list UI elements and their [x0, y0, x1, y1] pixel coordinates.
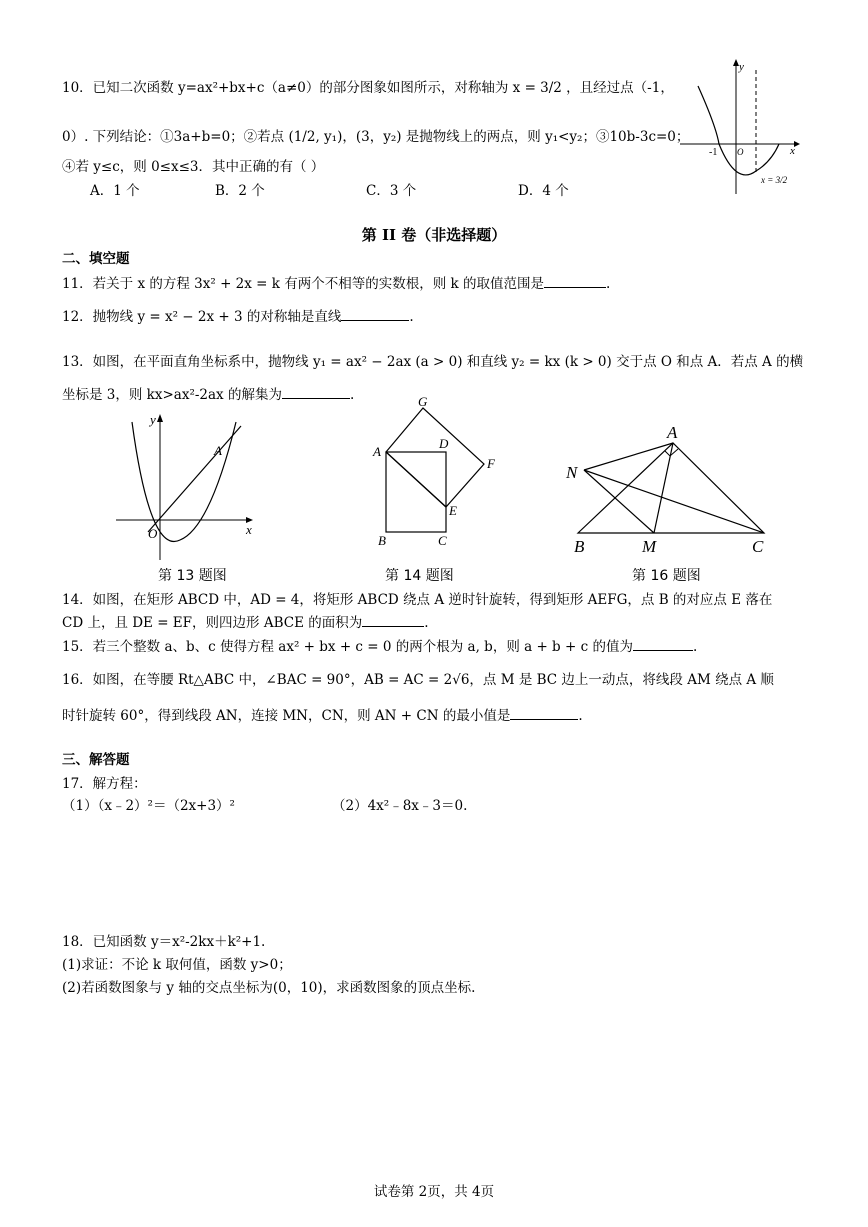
fig13-y-label: y: [150, 412, 156, 427]
part2-title: 第 II 卷（非选择题）: [361, 226, 507, 244]
section-solutions: 三、解答题: [62, 752, 130, 768]
q16-line1: 16．如图，在等腰 Rt△ABC 中，∠BAC = 90°，AB = AC = 2√6，点 M 是 BC 边上一动点，将线段 AM 绕点 A 顺: [62, 672, 774, 688]
fig16-triangle-abc: [578, 443, 764, 533]
q15-text: 15．若三个整数 a、b、c 使得方程 ax² + bx + c = 0 的两个根为 a, b，则 a + b + c 的值为 .: [62, 635, 697, 655]
fig13-o-label: O: [148, 526, 158, 541]
q10-option-c: C．3 个: [366, 183, 417, 199]
fig14-b: B: [378, 533, 386, 548]
q17-part2: （2）4x²﹣8x﹣3＝0.: [332, 798, 468, 814]
fig14-d: D: [439, 436, 449, 451]
q11-text: 11．若关于 x 的方程 3x² + 2x = k 有两个不相等的实数根，则 k 的取值范围是 .: [62, 272, 610, 292]
fig14-f: F: [487, 456, 495, 471]
fig13-x-label: x: [246, 522, 252, 537]
q17-part1: （1）（x﹣2）²＝（2x+3）²: [62, 798, 235, 814]
fig16-a: A: [667, 423, 678, 442]
fig13-line: [148, 426, 241, 532]
fig16-triangle: [560, 418, 780, 563]
q16-line2: 时针旋转 60°，得到线段 AN，连接 MN，CN，则 AN + CN 的最小值是 .: [62, 704, 583, 724]
q14-line2: CD 上，且 DE = EF，则四边形 ABCE 的面积为 .: [62, 611, 429, 631]
q10-line1: 10．已知二次函数 y=ax²+bx+c（a≠0）的部分图象如图所示，对称轴为 x = 3/2 ，且经过点（-1，: [62, 80, 674, 96]
fig13-a-label: A: [214, 443, 222, 458]
q14-line1: 14．如图，在矩形 ABCD 中，AD = 4，将矩形 ABCD 绕点 A 逆时针旋转，得到矩形 AEFG，点 B 的对应点 E 落在: [62, 592, 773, 608]
fig14-rectangles: [368, 392, 508, 552]
q17-title: 17．解方程：: [62, 776, 147, 792]
q10-neg1-label: -1: [709, 147, 718, 158]
q18-title: 18．已知函数 y＝x²-2kx＋k²+1.: [62, 934, 266, 950]
page-footer: 试卷第 2页，共 4页: [373, 1184, 495, 1200]
q13-line1: 13．如图，在平面直角坐标系中，抛物线 y₁ = ax² − 2ax (a > 0) 和直线 y₂ = kx (k > 0) 交于点 O 和点 A．若点 A 的横: [62, 354, 804, 370]
fig14-caption: 第 14 题图: [385, 568, 454, 584]
q18-part1: (1)求证：不论 k 取何值，函数 y>0；: [62, 957, 292, 973]
fig14-rect-abcd: [386, 452, 446, 532]
fig16-n: N: [566, 463, 578, 482]
q10-line2: 0）. 下列结论：①3a+b=0；②若点 (1/2, y₁)，(3，y₂) 是抛物线上的两点，则 y₁<y₂；③10b-3c=0；: [62, 129, 690, 145]
fig14-e: E: [449, 503, 457, 518]
q18-part2: (2)若函数图象与 y 轴的交点坐标为(0，10)，求函数图象的顶点坐标.: [62, 980, 476, 996]
q13-line2: 坐标是 3，则 kx>ax²-2ax 的解集为 .: [62, 383, 354, 403]
fig14-a: A: [373, 444, 381, 459]
q10-line3: ④若 y≤c，则 0≤x≤3．其中正确的有（ ）: [62, 159, 325, 175]
q10-origin-label: O: [737, 147, 744, 157]
q10-parabola: [698, 86, 779, 175]
section-fill-in: 二、填空题: [62, 251, 130, 267]
q12-text: 12．抛物线 y = x² − 2x + 3 的对称轴是直线 .: [62, 305, 414, 325]
q10-axis-label: x = 3/2: [761, 175, 788, 185]
fig16-b: B: [574, 537, 585, 556]
fig13-graph: [110, 410, 260, 570]
q10-y-label: y: [739, 61, 744, 73]
fig14-g: G: [418, 394, 428, 409]
q10-x-label: x: [790, 145, 795, 157]
fig16-caption: 第 16 题图: [632, 568, 701, 584]
q10-parabola-figure: [676, 56, 800, 196]
q10-option-a: A．1 个: [90, 183, 140, 199]
fig14-rect-aefg: [386, 408, 484, 507]
fig13-parabola: [132, 422, 236, 542]
q10-option-d: D．4 个: [518, 183, 569, 199]
fig14-c: C: [438, 533, 447, 548]
fig13-caption: 第 13 题图: [158, 568, 227, 584]
fig16-m: M: [642, 537, 657, 556]
q10-option-b: B．2 个: [215, 183, 265, 199]
fig16-c: C: [752, 537, 764, 556]
